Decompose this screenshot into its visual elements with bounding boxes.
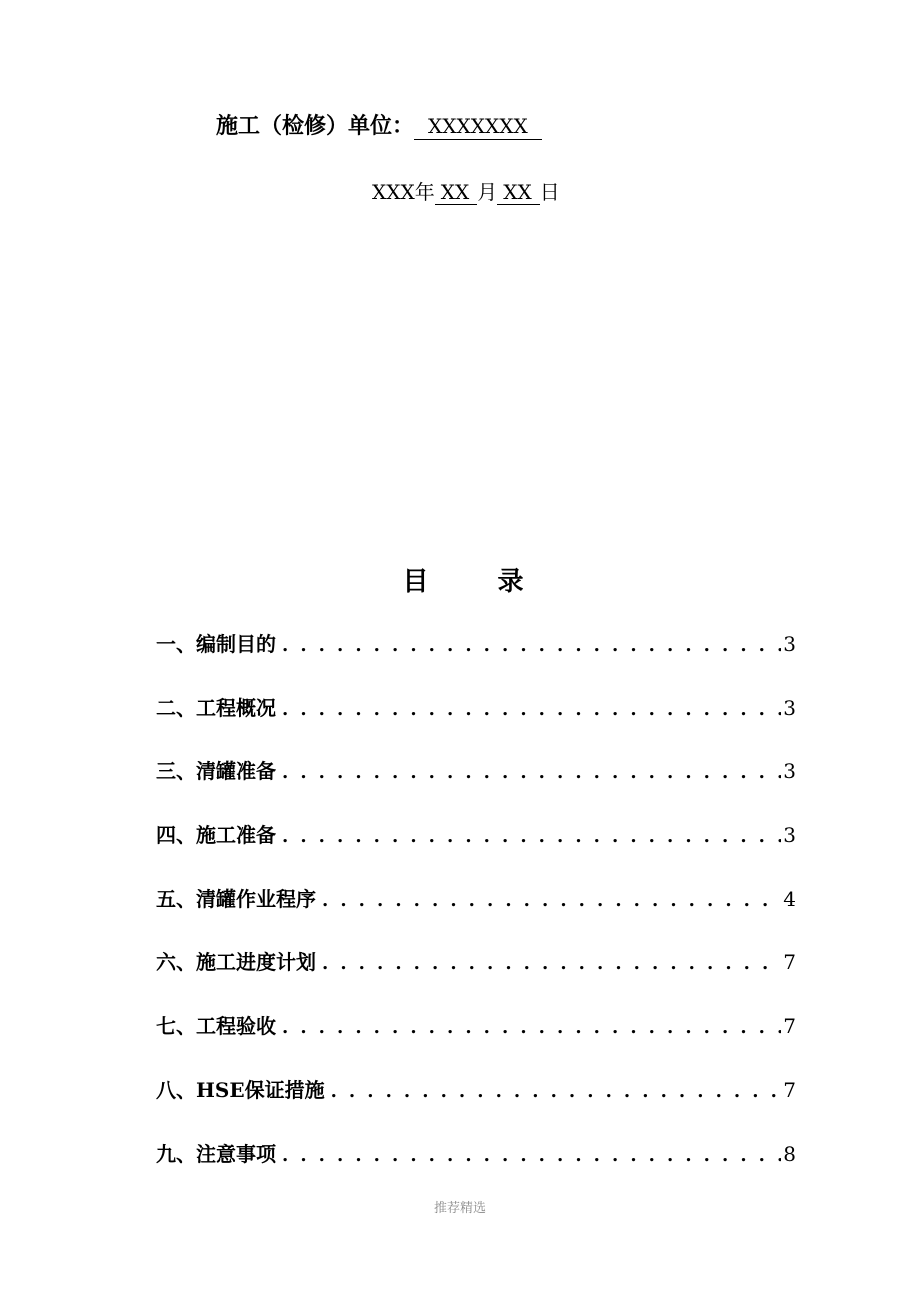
toc-item-label: 七、工程验收 — [156, 1014, 276, 1039]
toc-item-page: 7 — [783, 950, 796, 975]
toc-leader-dots — [282, 1010, 781, 1046]
toc-item[interactable] — [156, 944, 796, 1008]
toc-item-label: 五、清罐作业程序 — [156, 886, 316, 911]
toc-item-page: 3 — [783, 823, 796, 848]
toc-item-page: 8 — [783, 1141, 796, 1166]
date-month-char: 月 — [477, 180, 498, 204]
toc-item-label: 八、HSE保证措施 — [156, 1077, 325, 1102]
toc-item[interactable] — [156, 1072, 796, 1136]
table-of-contents — [156, 626, 796, 1199]
toc-item[interactable] — [156, 881, 796, 945]
date-year-char: 年 — [414, 180, 435, 204]
toc-leader-dots — [331, 1074, 782, 1110]
date-year: XXX — [372, 180, 415, 204]
toc-item-label: 一、编制目的 — [156, 632, 276, 656]
date-day-char: 日 — [539, 180, 560, 204]
toc-item-page: 3 — [783, 759, 796, 784]
toc-item[interactable] — [156, 690, 796, 754]
toc-item-page: 7 — [783, 1077, 796, 1102]
toc-leader-dots — [282, 819, 781, 855]
toc-leader-dots — [282, 692, 781, 728]
toc-title: 目 录 — [402, 567, 554, 597]
toc-leader-dots — [282, 628, 781, 664]
toc-item-page: 3 — [783, 632, 796, 656]
toc-leader-dots — [282, 755, 781, 791]
toc-item-label: 九、注意事项 — [156, 1141, 276, 1166]
toc-item-page: 4 — [783, 886, 796, 911]
toc-leader-dots — [282, 1138, 781, 1174]
toc-item-label: 二、工程概况 — [156, 695, 276, 720]
toc-item[interactable] — [156, 817, 796, 881]
toc-item-label: 六、施工进度计划 — [156, 950, 316, 975]
toc-item-page: 3 — [783, 695, 796, 720]
toc-item[interactable] — [156, 626, 796, 690]
date-month: XX — [435, 180, 477, 205]
toc-leader-dots — [322, 946, 781, 982]
construction-unit-label: 施工（检修）单位： — [216, 113, 415, 139]
toc-item-label: 三、清罐准备 — [156, 759, 276, 784]
construction-unit-line — [216, 110, 542, 142]
date-day: XX — [497, 180, 539, 205]
toc-leader-dots — [322, 883, 781, 919]
page-footer: 推荐精选 — [433, 1201, 486, 1216]
toc-item[interactable] — [156, 753, 796, 817]
toc-item-page: 7 — [783, 1014, 796, 1039]
date-line — [372, 176, 560, 208]
toc-item[interactable] — [156, 1136, 796, 1200]
construction-unit-value: XXXXXXX — [414, 113, 542, 140]
toc-item[interactable] — [156, 1008, 796, 1072]
toc-item-label: 四、施工准备 — [156, 823, 276, 848]
